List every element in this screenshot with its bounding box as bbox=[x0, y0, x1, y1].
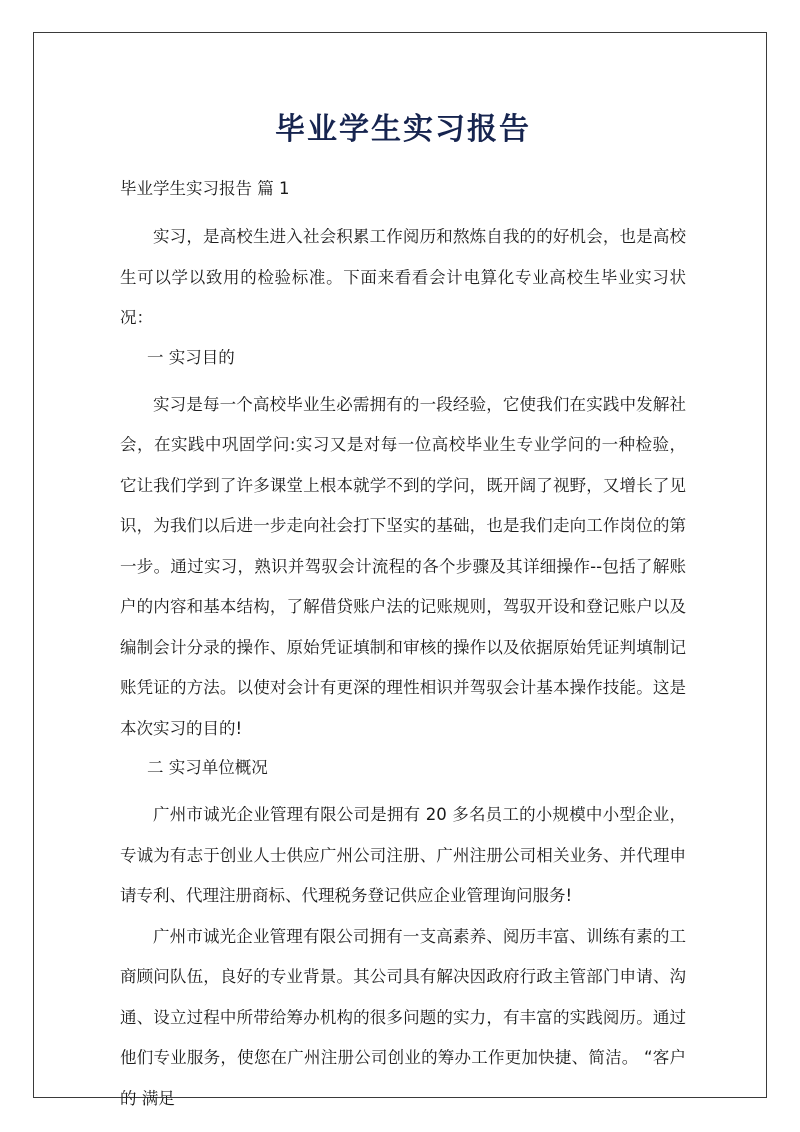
section-heading-purpose: 一 实习目的 bbox=[147, 347, 235, 367]
report-subtitle: 毕业学生实习报告 篇 1 bbox=[120, 179, 290, 198]
company-paragraph-1: 广州市诚光企业管理有限公司是拥有 20 多名员工的小规模中小型企业，专诚为有志于创业人士供应广州公司注册、广州注册公司相关业务、并代理申请专利、代理注册商标、代理税务登记供应企业管理询问服务! bbox=[120, 805, 686, 905]
section-heading-company: 二 实习单位概况 bbox=[147, 758, 268, 777]
intro-paragraph: 实习，是高校生进入社会积累工作阅历和熬炼自我的的好机会，也是高校生可以学以致用的检验标准。下面来看看会计电算化专业高校生毕业实习状况： bbox=[120, 227, 686, 327]
document-body bbox=[120, 100, 686, 1119]
company-paragraph-2: 广州市诚光企业管理有限公司拥有一支高素养、阅历丰富、训练有素的工商顾问队伍，良好的专业背景。其公司具有解决因政府行政主管部门申请、沟通、设立过程中所带给筹办机构的很多问题的实力，有丰富的实践阅历。通过他们专业服务，使您在广州注册公司创业的筹办工作更加快捷、简洁。 “客户的 满足 bbox=[120, 926, 686, 1108]
purpose-paragraph: 实习是每一个高校毕业生必需拥有的一段经验，它使我们在实践中发解社会，在实践中巩固学问:实习又是对每一位高校毕业生专业学问的一种检验，它让我们学到了许多课堂上根本就学不到的学问，既开阔了视野，又增长了见识，为我们以后进一步走向社会打下坚实的基础，也是我们走向工作岗位的第一步。通过实习，熟识并驾驭会计流程的各个步骤及其详细操作--包括了解账户的内容和基本结构，了解借贷账户法的记账规则，驾驭开设和登记账户以及编制会计分录的操作、原始凭证填制和审核的操作以及依据原始凭证判填制记账凭证的方法。以使对会计有更深的理性相识并驾驭会计基本操作技能。这是本次实习的目的! bbox=[120, 394, 686, 738]
document-title: 毕业学生实习报告 bbox=[275, 112, 531, 147]
